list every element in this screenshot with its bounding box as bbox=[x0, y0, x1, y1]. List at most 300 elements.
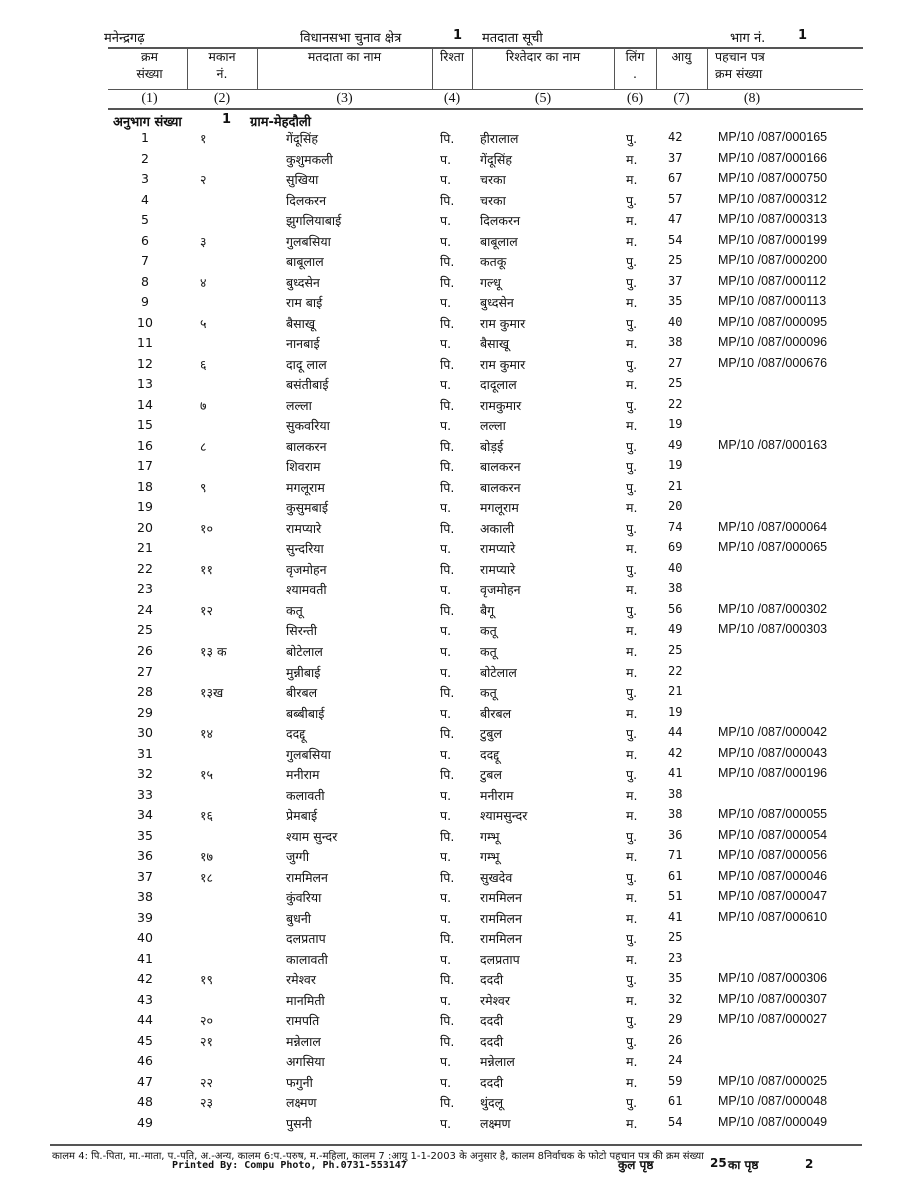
table-row bbox=[0, 746, 900, 766]
relation: प. bbox=[440, 849, 452, 865]
house-no: १२ bbox=[200, 602, 214, 618]
voter-id: MP/10 /087/000027 bbox=[718, 1012, 828, 1027]
relation: पि. bbox=[440, 274, 455, 290]
serial-no: 33 bbox=[137, 786, 153, 802]
relative-name: कतकू bbox=[480, 254, 507, 270]
table-row bbox=[0, 192, 900, 212]
gender: पु. bbox=[626, 254, 638, 270]
page-of-label: का पृष्ठ bbox=[728, 1158, 759, 1172]
relation: पि. bbox=[440, 397, 455, 413]
house-no: ७ bbox=[200, 397, 207, 413]
relative-name: श्यामसुन्दर bbox=[480, 808, 528, 824]
voter-name: मन्नेलाल bbox=[286, 1033, 321, 1049]
relative-name: थुंदलू bbox=[480, 1095, 504, 1111]
voter-name: मानमिती bbox=[286, 992, 325, 1008]
constituency-label: विधानसभा चुनाव क्षेत्र bbox=[300, 31, 402, 46]
table-row bbox=[0, 992, 900, 1012]
voter-name: राम बाई bbox=[286, 295, 323, 311]
relation: प. bbox=[440, 746, 452, 762]
age: 26 bbox=[668, 1032, 683, 1047]
table-row bbox=[0, 766, 900, 786]
house-no: ११ bbox=[200, 561, 214, 577]
house-no: १३ क bbox=[200, 644, 227, 659]
age: 29 bbox=[668, 1012, 683, 1027]
serial-no: 47 bbox=[137, 1073, 153, 1089]
age: 19 bbox=[668, 704, 683, 719]
table-row bbox=[0, 869, 900, 889]
gender: पु. bbox=[626, 726, 638, 742]
relation: पि. bbox=[440, 356, 455, 372]
serial-no: 48 bbox=[137, 1094, 153, 1110]
table-row bbox=[0, 479, 900, 499]
age: 21 bbox=[668, 684, 683, 699]
table-row bbox=[0, 315, 900, 335]
age: 32 bbox=[668, 991, 683, 1006]
voter-id: MP/10 /087/000312 bbox=[718, 191, 828, 206]
gender: म. bbox=[626, 992, 638, 1008]
column-header-label: लिंग bbox=[625, 49, 645, 64]
relation: प. bbox=[440, 500, 452, 516]
serial-no: 30 bbox=[137, 725, 153, 741]
gender: पु. bbox=[626, 274, 638, 290]
voter-name: गुलबसिया bbox=[286, 233, 331, 249]
voter-name: कुशुमकली bbox=[286, 151, 333, 167]
age: 61 bbox=[668, 1094, 683, 1109]
column-header-label: मतदाता का नाम bbox=[307, 49, 382, 64]
age: 38 bbox=[668, 335, 683, 350]
table-row bbox=[0, 253, 900, 273]
table-row bbox=[0, 807, 900, 827]
table-row bbox=[0, 1094, 900, 1114]
table-row bbox=[0, 499, 900, 519]
serial-no: 41 bbox=[137, 950, 153, 966]
voter-name: बीरबल bbox=[286, 685, 318, 701]
gender: म. bbox=[626, 644, 638, 659]
voter-id: MP/10 /087/000113 bbox=[718, 294, 827, 309]
voter-name: लल्ला bbox=[286, 397, 312, 413]
age: 38 bbox=[668, 807, 683, 822]
relation: प. bbox=[440, 910, 452, 926]
gender: म. bbox=[626, 623, 638, 639]
table-row bbox=[0, 1053, 900, 1073]
age: 25 bbox=[668, 376, 683, 391]
relation: पि. bbox=[440, 561, 455, 577]
relation: प. bbox=[440, 541, 452, 557]
column-number: (5) bbox=[534, 91, 552, 106]
age: 24 bbox=[668, 1053, 683, 1068]
voter-name: जुग्गी bbox=[286, 849, 310, 865]
age: 40 bbox=[668, 314, 683, 329]
voter-id: MP/10 /087/000307 bbox=[718, 991, 828, 1006]
age: 42 bbox=[668, 130, 683, 144]
serial-no: 14 bbox=[137, 396, 153, 412]
table-row bbox=[0, 233, 900, 253]
voter-id: MP/10 /087/000200 bbox=[718, 253, 828, 268]
gender: पु. bbox=[626, 131, 638, 146]
relative-name: मगलूराम bbox=[480, 500, 519, 516]
age: 21 bbox=[668, 478, 683, 493]
voter-name: कतू bbox=[286, 602, 303, 618]
column-header bbox=[432, 48, 472, 65]
serial-no: 22 bbox=[137, 560, 153, 576]
part-label: भाग नं. bbox=[730, 31, 766, 46]
relation: प. bbox=[440, 151, 452, 167]
age: 44 bbox=[668, 725, 683, 740]
serial-no: 31 bbox=[137, 745, 153, 761]
column-number: (2) bbox=[213, 91, 231, 106]
relation: प. bbox=[440, 623, 452, 639]
age: 56 bbox=[668, 601, 683, 616]
voter-name: रामपति bbox=[286, 1013, 320, 1029]
voter-id: MP/10 /087/000042 bbox=[718, 725, 828, 740]
gender: पु. bbox=[626, 438, 638, 454]
table-row bbox=[0, 643, 900, 663]
relative-name: वृजमोहन bbox=[480, 582, 521, 598]
age: 35 bbox=[668, 294, 683, 309]
table-row bbox=[0, 1115, 900, 1135]
gender: म. bbox=[626, 295, 638, 311]
relation: पि. bbox=[440, 254, 455, 270]
voter-name: सुन्दरिया bbox=[286, 541, 324, 557]
age: 25 bbox=[668, 930, 683, 945]
age: 54 bbox=[668, 1114, 683, 1129]
column-header-label: पहचान पत्र bbox=[715, 49, 765, 64]
voter-name: बुध्दसेन bbox=[286, 274, 320, 290]
table-row bbox=[0, 725, 900, 745]
serial-no: 26 bbox=[137, 643, 153, 658]
relation: प. bbox=[440, 705, 452, 721]
age: 37 bbox=[668, 150, 683, 165]
house-no: १५ bbox=[200, 767, 214, 783]
voter-id: MP/10 /087/000048 bbox=[718, 1094, 828, 1109]
table-row bbox=[0, 889, 900, 909]
table-row bbox=[0, 910, 900, 930]
voter-name: बोटेलाल bbox=[286, 644, 323, 659]
gender: पु. bbox=[626, 315, 638, 331]
age: 37 bbox=[668, 273, 683, 288]
voter-id: MP/10 /087/000610 bbox=[718, 909, 828, 924]
relation: प. bbox=[440, 890, 452, 906]
serial-no: 35 bbox=[137, 827, 153, 843]
age: 27 bbox=[668, 355, 683, 370]
age: 38 bbox=[668, 581, 683, 596]
relative-name: चरका bbox=[480, 192, 506, 208]
column-header-label: संख्या bbox=[136, 66, 163, 81]
voter-name: श्याम सुन्दर bbox=[286, 828, 338, 844]
age: 41 bbox=[668, 909, 683, 924]
gender: पु. bbox=[626, 561, 638, 577]
house-no: १८ bbox=[200, 869, 214, 885]
voter-id: MP/10 /087/000165 bbox=[718, 130, 828, 144]
voter-name: प्रेमबाई bbox=[286, 808, 318, 824]
gender: म. bbox=[626, 787, 638, 803]
relative-name: बाबूलाल bbox=[480, 233, 518, 249]
table-row bbox=[0, 1033, 900, 1053]
relative-name: बालकरन bbox=[480, 459, 521, 475]
relation: पि. bbox=[440, 192, 455, 208]
relation: पि. bbox=[440, 931, 455, 947]
age: 35 bbox=[668, 971, 683, 986]
serial-no: 6 bbox=[141, 232, 149, 248]
table-row bbox=[0, 171, 900, 191]
voter-id: MP/10 /087/000065 bbox=[718, 540, 828, 555]
voter-name: बुधनी bbox=[286, 910, 312, 926]
column-header bbox=[257, 48, 432, 65]
serial-no: 12 bbox=[137, 355, 153, 371]
age: 22 bbox=[668, 663, 683, 678]
age: 36 bbox=[668, 827, 683, 842]
serial-no: 1 bbox=[141, 130, 149, 145]
relative-name: लक्ष्मण bbox=[480, 1115, 511, 1131]
voter-name: बब्बीबाई bbox=[286, 705, 325, 721]
table-row bbox=[0, 335, 900, 355]
gender: म. bbox=[626, 808, 638, 824]
relative-name: राममिलन bbox=[480, 890, 522, 906]
voter-name: रामप्यारे bbox=[286, 520, 322, 536]
gender: पु. bbox=[626, 767, 638, 783]
house-no: २२ bbox=[200, 1074, 214, 1090]
gender: पु. bbox=[626, 356, 638, 372]
relation: पि. bbox=[440, 685, 455, 701]
relation: पि. bbox=[440, 869, 455, 885]
serial-no: 46 bbox=[137, 1053, 153, 1069]
age: 23 bbox=[668, 950, 683, 965]
gender: म. bbox=[626, 213, 638, 229]
voter-id: MP/10 /087/000306 bbox=[718, 971, 828, 986]
district-name: मनेन्द्रगढ़ bbox=[104, 31, 145, 46]
divider bbox=[108, 108, 863, 110]
serial-no: 29 bbox=[137, 704, 153, 720]
gender: म. bbox=[626, 746, 638, 762]
gender: म. bbox=[626, 336, 638, 352]
table-row bbox=[0, 705, 900, 725]
age: 69 bbox=[668, 540, 683, 555]
table-row bbox=[0, 397, 900, 417]
relative-name: कतू bbox=[480, 623, 497, 639]
table-row bbox=[0, 971, 900, 991]
table-row bbox=[0, 151, 900, 171]
voter-name: दलप्रताप bbox=[286, 931, 326, 947]
gender: म. bbox=[626, 890, 638, 906]
relation: पि. bbox=[440, 479, 455, 495]
relation: प. bbox=[440, 644, 452, 659]
voter-id: MP/10 /087/000054 bbox=[718, 827, 828, 842]
relative-name: राम कुमार bbox=[480, 315, 526, 331]
voter-id: MP/10 /087/000199 bbox=[718, 232, 828, 247]
relation: प. bbox=[440, 808, 452, 824]
voter-name: कुंवरिया bbox=[286, 890, 322, 906]
gender: म. bbox=[626, 1115, 638, 1131]
relation: प. bbox=[440, 172, 452, 188]
relative-name: दादूलाल bbox=[480, 377, 517, 393]
relative-name: बालकरन bbox=[480, 479, 521, 495]
gender: पु. bbox=[626, 828, 638, 844]
voter-id: MP/10 /087/000112 bbox=[718, 273, 827, 288]
voter-id: MP/10 /087/000047 bbox=[718, 889, 828, 904]
relation: प. bbox=[440, 336, 452, 352]
column-header bbox=[707, 48, 805, 82]
relative-name: दददी bbox=[480, 1033, 504, 1049]
voter-id: MP/10 /087/000056 bbox=[718, 848, 828, 863]
voter-id: MP/10 /087/000055 bbox=[718, 807, 828, 822]
relative-name: दददी bbox=[480, 1013, 504, 1029]
voter-name: राममिलन bbox=[286, 869, 328, 885]
relation: पि. bbox=[440, 828, 455, 844]
relation: पि. bbox=[440, 1095, 455, 1111]
serial-no: 10 bbox=[137, 314, 153, 330]
voter-id: MP/10 /087/000303 bbox=[718, 622, 828, 637]
voter-name: बैसाखू bbox=[286, 315, 316, 331]
table-row bbox=[0, 561, 900, 581]
relative-name: बैगू bbox=[480, 602, 495, 618]
relation: प. bbox=[440, 1115, 452, 1131]
serial-no: 15 bbox=[137, 417, 153, 433]
voter-name: फगुनी bbox=[286, 1074, 313, 1090]
relative-name: दददी bbox=[480, 972, 504, 988]
serial-no: 45 bbox=[137, 1032, 153, 1048]
column-header bbox=[472, 48, 614, 65]
relative-name: बीरबल bbox=[480, 705, 512, 721]
relation: पि. bbox=[440, 438, 455, 454]
relation: प. bbox=[440, 377, 452, 393]
section-label: अनुभाग संख्या bbox=[113, 115, 182, 130]
serial-no: 23 bbox=[137, 581, 153, 597]
house-no: १ bbox=[200, 131, 207, 146]
column-header-label: . bbox=[633, 66, 637, 81]
relative-name: मनीराम bbox=[480, 787, 514, 803]
table-row bbox=[0, 294, 900, 314]
serial-no: 32 bbox=[137, 766, 153, 782]
gender: पु. bbox=[626, 192, 638, 208]
voter-name: कलावती bbox=[286, 787, 325, 803]
column-legend: कालम 4: पि.-पिता, मा.-माता, प.-पति, अ.-अन्य, कालम 6:प.-परुष, म.-महिला, कालम 7 :आयु 1-1-2003 के अनुसार है, कालम 8निर्वाचक के फोटो पहचान पत्र की क्रम संख्या bbox=[52, 1151, 704, 1162]
column-number: (3) bbox=[336, 91, 353, 106]
serial-no: 25 bbox=[137, 622, 153, 638]
table-row bbox=[0, 930, 900, 950]
relative-name: मन्नेलाल bbox=[480, 1054, 515, 1070]
gender: पु. bbox=[626, 397, 638, 413]
relative-name: गल्धू bbox=[480, 274, 501, 290]
relative-name: लल्ला bbox=[480, 418, 506, 434]
age: 19 bbox=[668, 417, 683, 432]
gender: म. bbox=[626, 172, 638, 188]
column-number: (1) bbox=[141, 91, 158, 106]
list-title: मतदाता सूची bbox=[482, 31, 543, 46]
age: 74 bbox=[668, 519, 683, 534]
voter-id: MP/10 /087/000302 bbox=[718, 601, 828, 616]
serial-no: 11 bbox=[137, 335, 153, 351]
serial-no: 19 bbox=[137, 499, 153, 515]
voter-id: MP/10 /087/000750 bbox=[718, 171, 828, 186]
relative-name: दलप्रताप bbox=[480, 951, 520, 967]
serial-no: 4 bbox=[141, 191, 149, 207]
voter-id: MP/10 /087/000049 bbox=[718, 1114, 828, 1129]
column-header-label: नं. bbox=[216, 66, 228, 81]
gender: म. bbox=[626, 541, 638, 557]
gender: म. bbox=[626, 500, 638, 516]
column-header-label: रिश्तेदार का नाम bbox=[505, 49, 581, 64]
voter-id: MP/10 /087/000096 bbox=[718, 335, 828, 350]
table-row bbox=[0, 951, 900, 971]
column-number: (7) bbox=[673, 91, 690, 106]
age: 41 bbox=[668, 766, 683, 781]
table-row bbox=[0, 602, 900, 622]
relative-name: हीरालाल bbox=[480, 131, 519, 146]
relation: पि. bbox=[440, 459, 455, 475]
relative-name: गम्भू bbox=[480, 828, 500, 844]
voter-id: MP/10 /087/000025 bbox=[718, 1073, 828, 1088]
section-no: 1 bbox=[222, 112, 232, 127]
gender: पु. bbox=[626, 602, 638, 618]
serial-no: 49 bbox=[137, 1114, 153, 1130]
relation: प. bbox=[440, 418, 452, 434]
voter-id: MP/10 /087/000043 bbox=[718, 745, 828, 760]
relation: प. bbox=[440, 582, 452, 598]
relative-name: टुबल bbox=[480, 767, 502, 783]
age: 20 bbox=[668, 499, 683, 514]
column-header bbox=[614, 48, 656, 82]
gender: म. bbox=[626, 910, 638, 926]
age: 25 bbox=[668, 643, 683, 657]
gender: पु. bbox=[626, 685, 638, 701]
relative-name: ददद्दू bbox=[480, 746, 500, 762]
table-row bbox=[0, 684, 900, 704]
age: 49 bbox=[668, 437, 683, 452]
voter-id: MP/10 /087/000095 bbox=[718, 314, 828, 329]
constituency-no: 1 bbox=[453, 28, 463, 43]
age: 49 bbox=[668, 622, 683, 637]
relation: प. bbox=[440, 992, 452, 1008]
gender: म. bbox=[626, 1054, 638, 1070]
serial-no: 13 bbox=[137, 376, 153, 392]
voter-name: लक्ष्मण bbox=[286, 1095, 317, 1111]
column-number: (8) bbox=[743, 91, 761, 106]
relative-name: रामप्यारे bbox=[480, 561, 516, 577]
column-header bbox=[187, 48, 257, 82]
house-no: ८ bbox=[200, 438, 207, 454]
age: 38 bbox=[668, 786, 683, 801]
table-row bbox=[0, 848, 900, 868]
age: 54 bbox=[668, 232, 683, 247]
table-row bbox=[0, 1012, 900, 1032]
relative-name: बुध्दसेन bbox=[480, 295, 514, 311]
voter-name: वृजमोहन bbox=[286, 561, 327, 577]
voter-name: नानबाई bbox=[286, 336, 320, 352]
relation: प. bbox=[440, 295, 452, 311]
printed-by: Printed By: Compu Photo, Ph.0731-553147 bbox=[172, 1160, 407, 1171]
relative-name: राममिलन bbox=[480, 931, 522, 947]
relative-name: सुखदेव bbox=[480, 869, 513, 885]
house-no: १० bbox=[200, 520, 214, 536]
table-row bbox=[0, 1074, 900, 1094]
serial-no: 8 bbox=[141, 273, 149, 289]
relative-name: राम कुमार bbox=[480, 356, 526, 372]
serial-no: 40 bbox=[137, 930, 153, 946]
voter-id: MP/10 /087/000046 bbox=[718, 868, 828, 883]
total-pages: 25 bbox=[710, 1156, 727, 1170]
table-row bbox=[0, 438, 900, 458]
table-row bbox=[0, 787, 900, 807]
voter-name: ददद्दू bbox=[286, 726, 306, 742]
relative-name: कतू bbox=[480, 644, 497, 659]
gender: म. bbox=[626, 705, 638, 721]
column-number: (6) bbox=[626, 91, 644, 106]
voter-name: पुसनी bbox=[286, 1115, 312, 1131]
voter-id: MP/10 /087/000676 bbox=[718, 355, 828, 370]
column-header-label: क्रम bbox=[140, 49, 159, 64]
age: 67 bbox=[668, 171, 683, 186]
relative-name: कतू bbox=[480, 685, 497, 701]
